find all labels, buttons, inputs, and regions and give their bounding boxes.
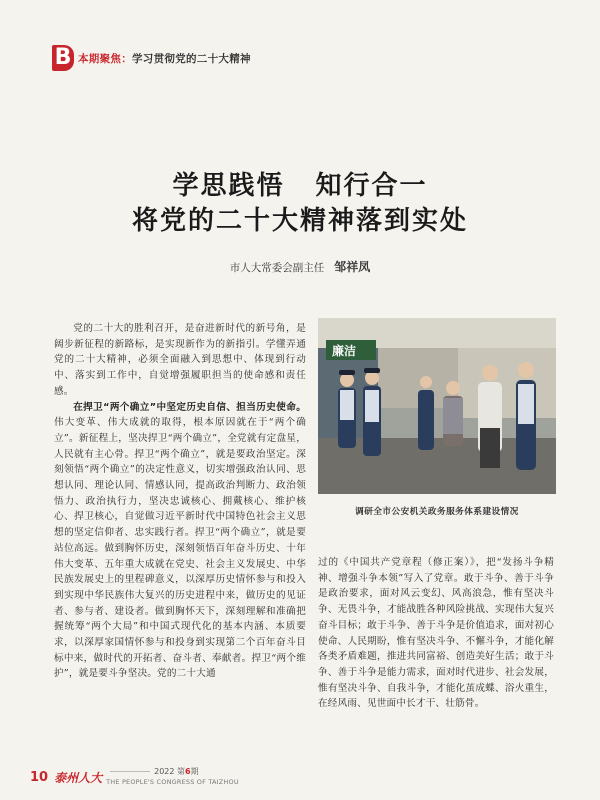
issue-number: 6: [185, 767, 191, 776]
paragraph-2-lead: 在捍卫“两个确立”中坚定历史自信、担当历史使命。: [73, 401, 306, 413]
section-label: 本期聚焦：: [78, 52, 132, 65]
section-topic: 学习贯彻党的二十大精神: [132, 52, 251, 65]
left-column: [54, 321, 306, 682]
author-role: 市人大常委会副主任: [229, 262, 325, 274]
section-header: [52, 44, 251, 72]
issue-block: [106, 767, 239, 787]
byline: [0, 258, 600, 275]
page-footer: [30, 766, 239, 788]
author-name: 邹祥凤: [334, 260, 371, 274]
photo-illustration: [318, 318, 556, 494]
right-column: [318, 555, 554, 712]
magazine-english-name: THE PEOPLE'S CONGRESS OF TAIZHOU: [106, 778, 239, 786]
article-photo: [318, 318, 556, 494]
issue-info: [106, 767, 239, 777]
magazine-name: 泰州人大: [54, 770, 103, 785]
paragraph-1: 党的二十大的胜利召开，是奋进新时代的新号角，是阔步新征程的新路标，是实现新作为的新指引。学懂弄通党的二十大精神，必须全面融入到思想中、体现到行动中、落实到工作中，自觉增强履职担当的使命感和责任感。: [54, 323, 306, 397]
page-number: 10: [30, 769, 49, 785]
photo-caption: 调研全市公安机关政务服务体系建设情况: [355, 507, 519, 517]
paragraph-2-continued: 过的《中国共产党章程（修正案）》，把“发扬斗争精神、增强斗争本领”写入了党章。敢于斗争、善于斗争是政治要求，面对风云变幻、风高浪急，惟有坚决斗争、无畏斗争，才能战胜各种风险挑战、实现伟大复兴奋斗目标；敢于斗争、善于斗争是价值追求，面对初心使命、人民期盼，惟有坚决斗争、不懈斗争，才能化解各类矛盾难题，推进共同富裕、创造美好生活；敢于斗争、善于斗争是能力需求，面对时代进步、社会发展，惟有坚决斗争、自我斗争，才能化茧成蝶、浴火重生，在经风雨、见世面中长才干、壮筋骨。: [318, 557, 554, 710]
issue-year: 2022 第: [154, 767, 186, 776]
section-heading: [78, 51, 251, 66]
issue-suffix: 期: [190, 767, 199, 776]
paragraph-2: [54, 400, 306, 683]
paragraph-2-body: 伟大变革、伟大成就的取得，根本原因就在于“两个确立”。新征程上，坚决捍卫“两个确立”，全党就有定盘星，人民就有主心骨。捍卫“两个确立”，就是要政治坚定。深刻领悟“两个确立”的决定性意义，切实增强政治认同、思想认同、理论认同、情感认同，提高政治判断力、政治领悟力、政治执行力，坚决忠诚核心、拥戴核心、维护核心、捍卫核心，自觉做习近平新时代中国特色社会主义思想的坚定信仰者、忠实践行者。捍卫“两个确立”，就是要站位高远。做到胸怀历史，深刻领悟百年奋斗历史、十年伟大变革、五年重大成就在党史、社会主义发展史、中华民族发展史上的里程碑意义，以深厚历史情怀参与和投入到实现中华民族伟大复兴的历史进程中来，做历史的见证者、参与者、建设者。做到胸怀天下，深刻理解和准确把握统筹“两个大局”和中国式现代化的基本内涵、本质要求，以深厚家国情怀参与和投身到实现第二个百年奋斗目标中来，做时代的开拓者、奋斗者、奉献者。捍卫“两个维护”，就是要斗争坚决。党的二十大通: [54, 417, 306, 680]
section-logo: B: [52, 45, 74, 71]
photo-sign-text: 廉洁: [332, 344, 357, 358]
article-title-line1: 学思践悟 知行合一: [172, 171, 428, 201]
article-title-line2: 将党的二十大精神落到实处: [131, 206, 468, 236]
